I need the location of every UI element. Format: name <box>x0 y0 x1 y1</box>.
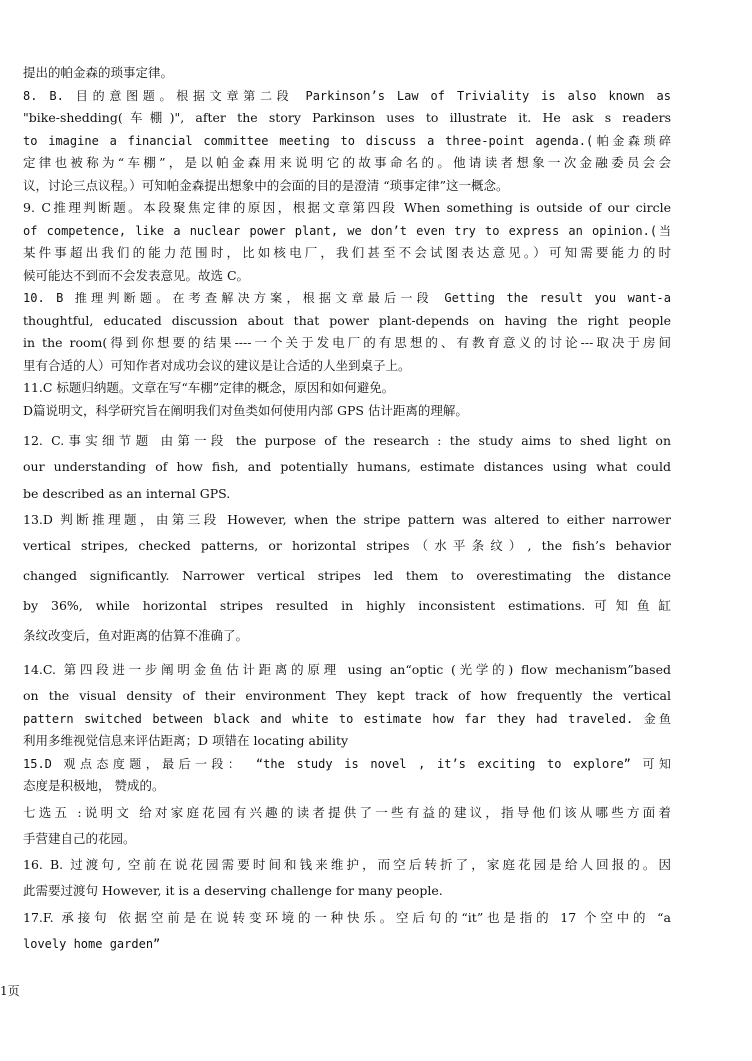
text-line: 利用多维视觉信息来评估距离；D 项错在 locating ability <box>23 733 349 748</box>
text-line: 提出的帕金森的琐事定律。 <box>23 65 174 80</box>
page-number: 1页 <box>0 984 20 998</box>
text-line: 候可能达不到而不会发表意见。故选 C。 <box>23 267 250 283</box>
text-line: our understanding of how fish, and potentially humans, estimate distances using what could <box>23 459 671 474</box>
text-line: 16. B. 过渡句, 空前在说花园需要时间和钱来维护，而空后转折了，家庭花园是给人回报的。因 <box>23 857 671 872</box>
text-line: 13.D 判断推理题，由第三段 However, when the stripe pattern was altered to either narrower <box>23 511 671 527</box>
text-line: in the room(得到你想要的结果----一个关于发电厂的有思想的、有教育意义的讨论---取决于房间 <box>23 335 671 350</box>
text-line: on the visual density of their environment They kept track of how frequently the vertical <box>23 688 671 703</box>
text-line: 15.D 观点态度题，最后一段： “the study is novel , it’s exciting to explore” 可知 <box>23 756 671 771</box>
text-line: 14.C. 第四段进一步阐明金鱼估计距离的原理 using an“optic (光学的) flow mechanism”based <box>23 662 671 677</box>
text-line: to imagine a financial committee meeting to discuss a three-point agenda.(帕金森琐碎 <box>23 133 671 148</box>
text-line: lovely home garden” <box>23 936 161 951</box>
text-line: 10. B 推理判断题。在考查解决方案，根据文章最后一段 Getting the result you want-a <box>23 291 671 305</box>
text-line: pattern switched between black and white to estimate how far they had traveled. 金鱼 <box>23 711 671 726</box>
text-line: thoughtful, educated discussion about that power plant-depends on having the right people <box>23 312 671 328</box>
text-line: by 36%, while horizontal stripes resulted in highly inconsistent estimations.可知鱼缸 <box>23 598 671 613</box>
text-line: 手营建自己的花园。 <box>23 830 136 846</box>
text-line: 12. C.事实细节题 由第一段 the purpose of the research : the study aims to shed light on <box>23 433 671 448</box>
text-line: 17.F. 承接句 依据空前是在说转变环境的一种快乐。空后句的“it”也是指的 17 个空中的 “a <box>23 909 671 925</box>
text-line: 9. C推理判断题。本段聚焦定律的原因，根据文章第四段 When something is outside of our circle <box>23 200 671 215</box>
text-line: "bike-shedding(车棚)", after the story Parkinson uses to illustrate it. He ask s readers <box>23 110 671 125</box>
text-line: vertical stripes, checked patterns, or horizontal stripes（水平条纹）, the fish’s behavior <box>23 538 671 553</box>
text-line: 此需要过渡句 However, it is a deserving challenge for many people. <box>23 883 443 898</box>
text-line: 定律也被称为“车棚”，是以帕金森用来说明它的故事命名的。他请读者想象一次金融委员会会 <box>23 155 671 170</box>
text-line: 议，讨论三点议程。）可知帕金森提出想象中的会面的目的是澄清 “琐事定律”这一概念。 <box>23 177 509 193</box>
text-line: 11.C 标题归纳题。文章在写“车棚”定律的概念，原因和如何避免。 <box>23 380 395 395</box>
text-line: 某件事超出我们的能力范围时，比如核电厂，我们甚至不会试图表达意见。）可知需要能力的时 <box>23 245 671 260</box>
text-line: 条纹改变后，鱼对距离的估算不准确了。 <box>23 628 249 643</box>
text-line: of competence, like a nuclear power plant, we don’t even try to express an opinion.(当 <box>23 223 671 238</box>
text-line: changed significantly. Narrower vertical stripes led them to overestimating the distance <box>23 568 671 583</box>
text-line: be described as an internal GPS. <box>23 485 231 501</box>
text-line: 8. B. 目的意图题。根据文章第二段 Parkinson’s Law of Triviality is also known as <box>23 88 671 103</box>
text-line: D篇说明文，科学研究旨在阐明我们对鱼类如何使用内部 GPS 估计距离的理解。 <box>23 402 468 418</box>
answer-explanations <box>23 62 671 955</box>
text-line: 七选五 :说明文 给对家庭花园有兴趣的读者提供了一些有益的建议，指导他们该从哪些方面着 <box>23 804 671 820</box>
text-line: 态度是积极地， 赞成的。 <box>23 778 165 793</box>
text-line: 里有合适的人）可知作者对成功会议的建议是让合适的人坐到桌子上。 <box>23 357 411 373</box>
